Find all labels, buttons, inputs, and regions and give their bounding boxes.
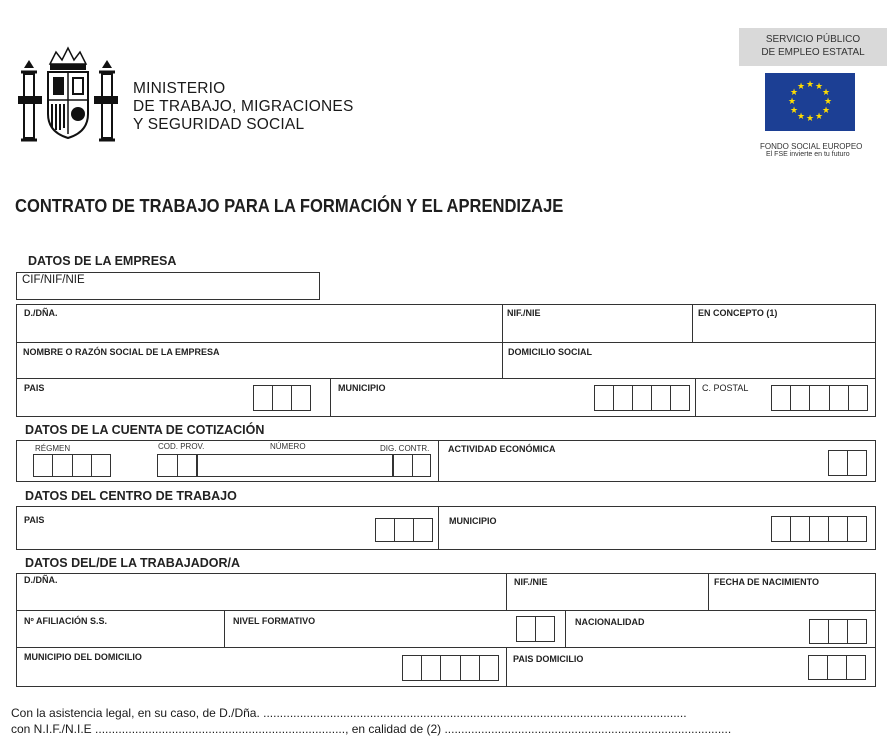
codprov-label: COD. PROV. [158, 442, 205, 451]
section-cotizacion: DATOS DE LA CUENTA DE COTIZACIÓN [25, 423, 265, 437]
svg-text:★: ★ [821, 106, 831, 116]
svg-text:★: ★ [814, 112, 824, 122]
ministry-line-3: Y SEGURIDAD SOCIAL [133, 116, 305, 133]
sepe-line-1: SERVICIO PÚBLICO [765, 34, 861, 45]
empresa-cpostal-label: C. POSTAL [702, 383, 749, 393]
empresa-municipio-cells[interactable] [594, 385, 690, 411]
trabajador-nombre-label: D./DÑA. [24, 575, 58, 585]
empresa-concepto-label: EN CONCEPTO (1) [698, 308, 778, 318]
cif-field[interactable] [16, 272, 320, 300]
centro-municipio-label: MUNICIPIO [449, 516, 497, 526]
svg-text:★: ★ [805, 114, 815, 124]
trabajador-pais-label: PAIS DOMICILIO [513, 654, 584, 664]
asistencia-legal-line: Con la asistencia legal, en su caso, de D./Dña. ............................................................................................................................... [11, 706, 687, 720]
codprov-cells[interactable] [157, 454, 197, 477]
cif-label: CIF/NIF/NIE [22, 274, 85, 286]
sepe-badge [739, 28, 887, 66]
svg-text:★: ★ [787, 97, 797, 107]
regimen-label: RÉGMEN [35, 444, 71, 453]
ministry-name [133, 80, 354, 134]
empresa-pais-label: PAIS [24, 383, 45, 393]
empresa-domicilio-label: DOMICILIO SOCIAL [508, 347, 592, 357]
centro-pais-cells[interactable] [375, 518, 433, 542]
empresa-razon-label: NOMBRE O RAZÓN SOCIAL DE LA EMPRESA [23, 347, 220, 357]
centro-table [16, 506, 876, 550]
trabajador-nif-label: NIF./NIE [514, 577, 548, 587]
actividad-label: ACTIVIDAD ECONÓMICA [448, 444, 556, 454]
eu-flag-icon [765, 73, 855, 131]
trabajador-afiliacion-label: Nº AFILIACIÓN S.S. [24, 616, 107, 626]
municipio-domicilio-cells[interactable] [402, 655, 499, 681]
trabajador-fecha-label: FECHA DE NACIMIENTO [714, 577, 820, 587]
nacionalidad-cells[interactable] [809, 619, 867, 644]
section-centro: DATOS DEL CENTRO DE TRABAJO [25, 489, 237, 503]
ministry-line-1: MINISTERIO [133, 80, 226, 97]
numero-label: NÚMERO [270, 442, 306, 451]
empresa-table [16, 304, 876, 417]
empresa-municipio-label: MUNICIPIO [338, 383, 386, 393]
digcontr-label: DIG. CONTR. [380, 444, 430, 453]
empresa-pais-cells[interactable] [253, 385, 311, 411]
fse-subtitle: El FSE invierte en tu futuro [766, 151, 850, 158]
section-trabajador: DATOS DEL/DE LA TRABAJADOR/A [25, 556, 241, 570]
sepe-line-2: DE EMPLEO ESTATAL [761, 47, 865, 58]
svg-text:★: ★ [805, 80, 815, 90]
empresa-cpostal-cells[interactable] [771, 385, 868, 411]
coat-of-arms-icon [18, 44, 118, 146]
nivel-formativo-cells[interactable] [516, 616, 555, 642]
trabajador-nacionalidad-label: NACIONALIDAD [575, 617, 645, 627]
svg-text:★: ★ [823, 97, 833, 107]
empresa-nif-label: NIF./NIE [507, 308, 541, 318]
section-empresa: DATOS DE LA EMPRESA [28, 254, 177, 268]
svg-text:★: ★ [789, 88, 799, 98]
ministry-line-2: DE TRABAJO, MIGRACIONES [133, 98, 354, 115]
actividad-cells[interactable] [828, 450, 867, 476]
numero-field[interactable] [197, 454, 393, 477]
svg-text:★: ★ [814, 82, 824, 92]
svg-text:★: ★ [796, 82, 806, 92]
regimen-cells[interactable] [33, 454, 111, 477]
pais-domicilio-cells[interactable] [808, 655, 866, 680]
trabajador-nivel-label: NIVEL FORMATIVO [233, 616, 316, 626]
fse-title: FONDO SOCIAL EUROPEO [760, 142, 863, 151]
centro-municipio-cells[interactable] [771, 516, 867, 542]
empresa-nombre-label: D./DÑA. [24, 308, 58, 318]
svg-text:★: ★ [789, 106, 799, 116]
digcontr-cells[interactable] [393, 454, 431, 477]
trabajador-municipio-label: MUNICIPIO DEL DOMICILIO [24, 652, 142, 662]
svg-text:★: ★ [821, 88, 831, 98]
nif-calidad-line: con N.I.F./N.I.E ..........................................................................., en calidad de (2) ...................................................................................... [11, 722, 732, 736]
svg-text:★: ★ [796, 112, 806, 122]
document-title: CONTRATO DE TRABAJO PARA LA FORMACIÓN Y EL APRENDIZAJE [15, 196, 564, 216]
centro-pais-label: PAIS [24, 515, 45, 525]
cotizacion-table [16, 440, 876, 482]
